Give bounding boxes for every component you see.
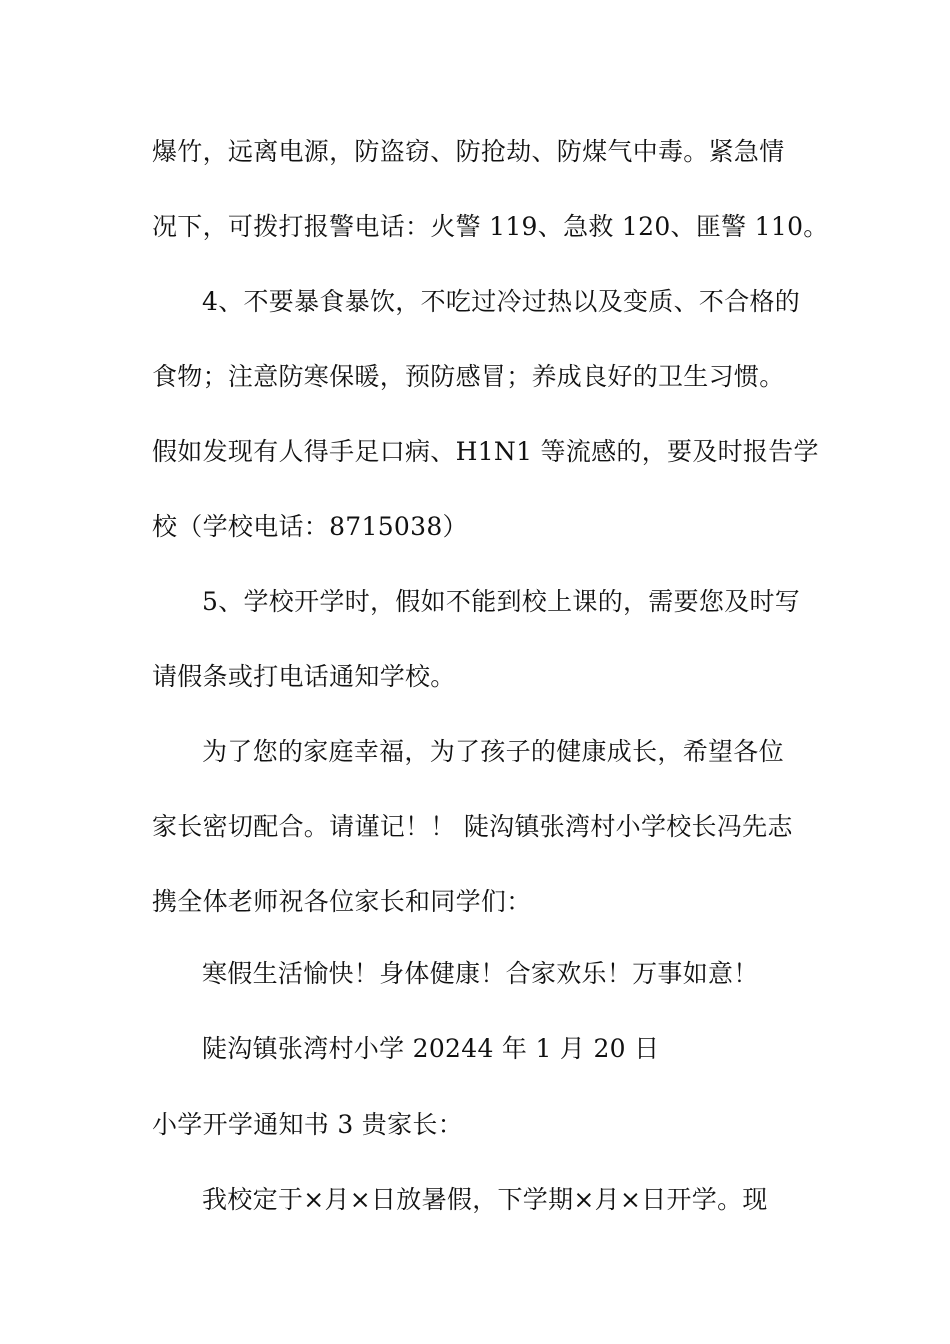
text-line: 况下，可拨打报警电话：火警 119、急救 120、匪警 110。: [152, 212, 829, 241]
text-line: 携全体老师祝各位家长和同学们：: [152, 887, 532, 916]
text-line: 家长密切配合。请谨记！！ 陡沟镇张湾村小学校长冯先志: [152, 812, 793, 841]
text-line: 我校定于×月×日放暑假，下学期×月×日开学。现: [202, 1185, 768, 1214]
signature-date-line: 陡沟镇张湾村小学 20244 年 1 月 20 日: [202, 1034, 660, 1063]
section-heading: 小学开学通知书 3 贵家长：: [152, 1110, 464, 1139]
text-line: 请假条或打电话通知学校。: [152, 662, 456, 691]
text-line: 爆竹，远离电源，防盗窃、防抢劫、防煤气中毒。紧急情: [152, 137, 785, 166]
closing-paragraph-start: 为了您的家庭幸福，为了孩子的健康成长，希望各位: [202, 737, 784, 766]
paragraph-item-4-start: 4、不要暴食暴饮，不吃过冷过热以及变质、不合格的: [202, 287, 801, 316]
school-phone-line: 校（学校电话：8715038）: [152, 512, 468, 541]
paragraph-item-5-start: 5、学校开学时，假如不能到校上课的，需要您及时写: [202, 587, 801, 616]
text-line: 假如发现有人得手足口病、H1N1 等流感的，要及时报告学: [152, 437, 819, 466]
text-line: 食物；注意防寒保暖，预防感冒；养成良好的卫生习惯。: [152, 362, 785, 391]
wishes-line: 寒假生活愉快！身体健康！合家欢乐！万事如意！: [202, 959, 759, 988]
